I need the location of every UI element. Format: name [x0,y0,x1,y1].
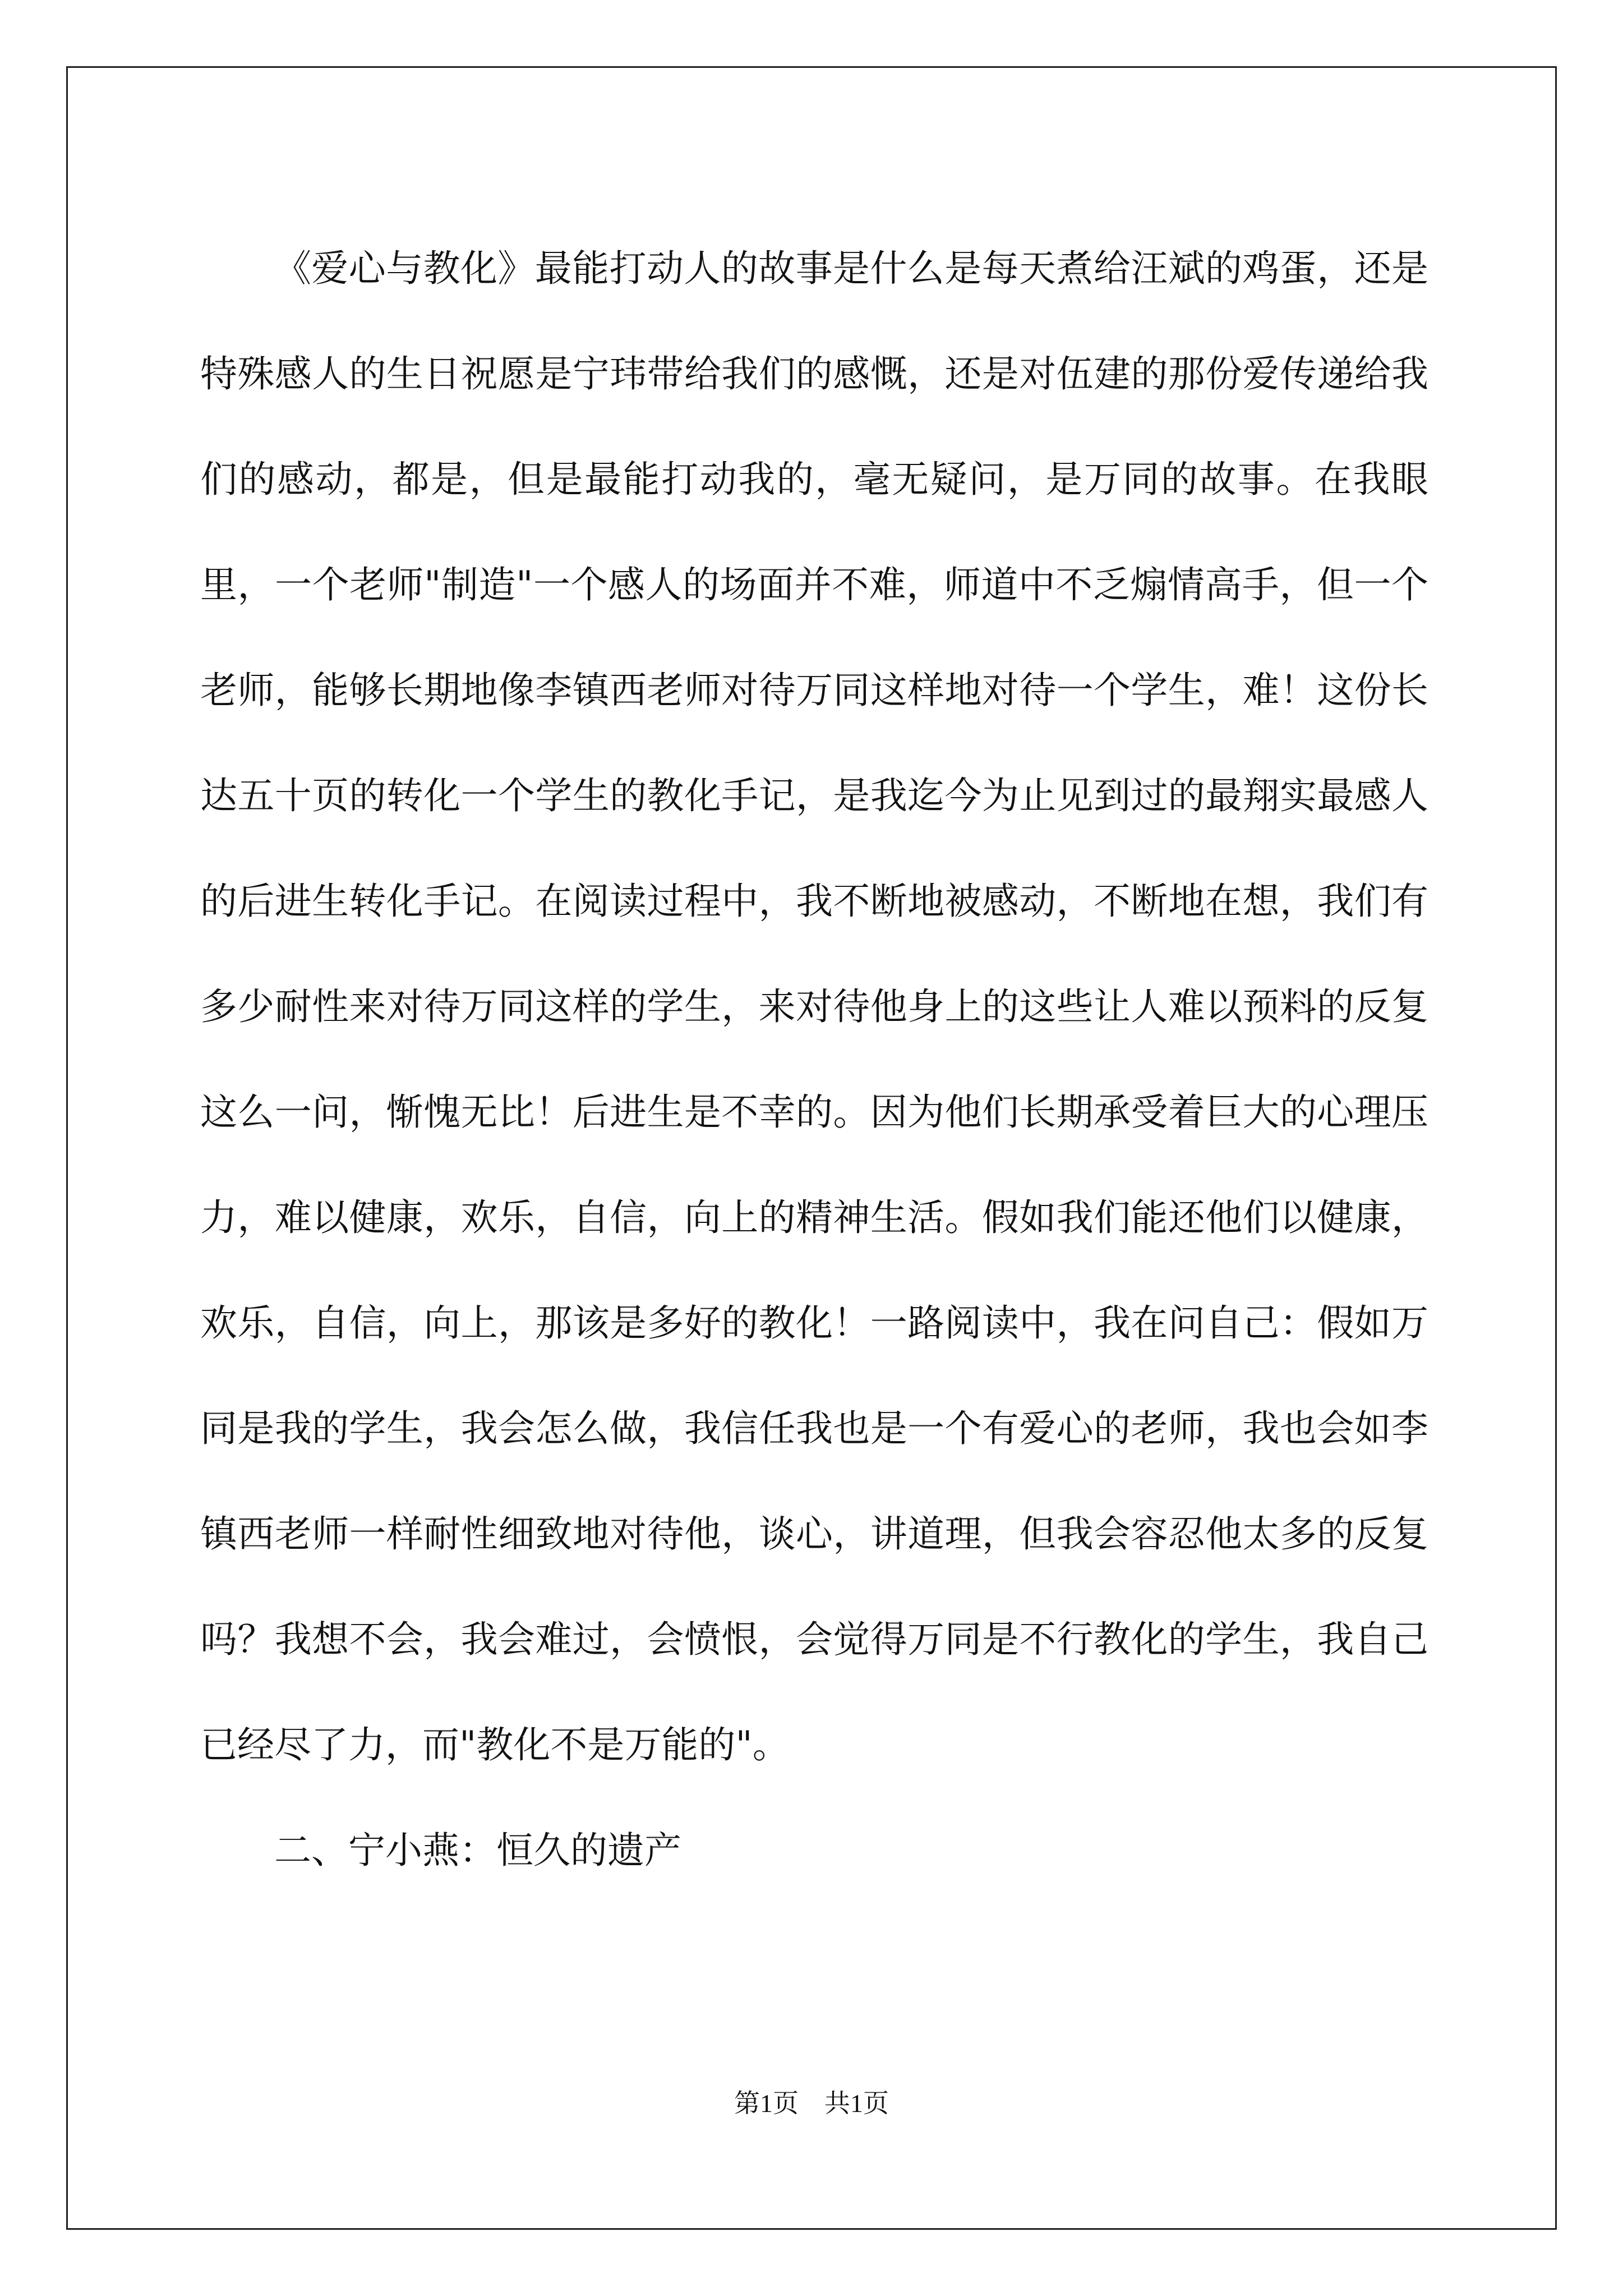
document-body [200,216,1428,1903]
section-heading: 二、宁小燕：恒久的遗产 [274,1829,681,1872]
page-total: 共1页 [824,2089,889,2118]
page-footer [0,2087,1623,2120]
body-paragraph: 《爱心与教化》最能打动人的故事是什么是每天煮给汪斌的鸡蛋，还是特殊感人的生日祝愿是宁玮带给我们的感慨，还是对伍建的那份爱传递给我们的感动，都是，但是最能打动我的，毫无疑问，是万同的故事。在我眼里，一个老师"制造"一个感人的场面并不难，师道中不乏煽情高手，但一个老师，能够长期地像李镇西老师对待万同这样地对待一个学生，难！这份长达五十页的转化一个学生的教化手记，是我迄今为止见到过的最翔实最感人的后进生转化手记。在阅读过程中，我不断地被感动，不断地在想，我们有多少耐性来对待万同这样的学生，来对待他身上的这些让人难以预料的反复这么一问，惭愧无比！后进生是不幸的。因为他们长期承受着巨大的心理压力，难以健康，欢乐，自信，向上的精神生活。假如我们能还他们以健康，欢乐，自信，向上，那该是多好的教化！一路阅读中，我在问自己：假如万同是我的学生，我会怎么做，我信任我也是一个有爱心的老师，我也会如李镇西老师一样耐性细致地对待他，谈心，讲道理，但我会容忍他太多的反复吗？我想不会，我会难过，会愤恨，会觉得万同是不行教化的学生，我自己已经尽了力，而"教化不是万能的"。 [200,247,1428,1766]
page-number: 第1页 [734,2089,799,2118]
